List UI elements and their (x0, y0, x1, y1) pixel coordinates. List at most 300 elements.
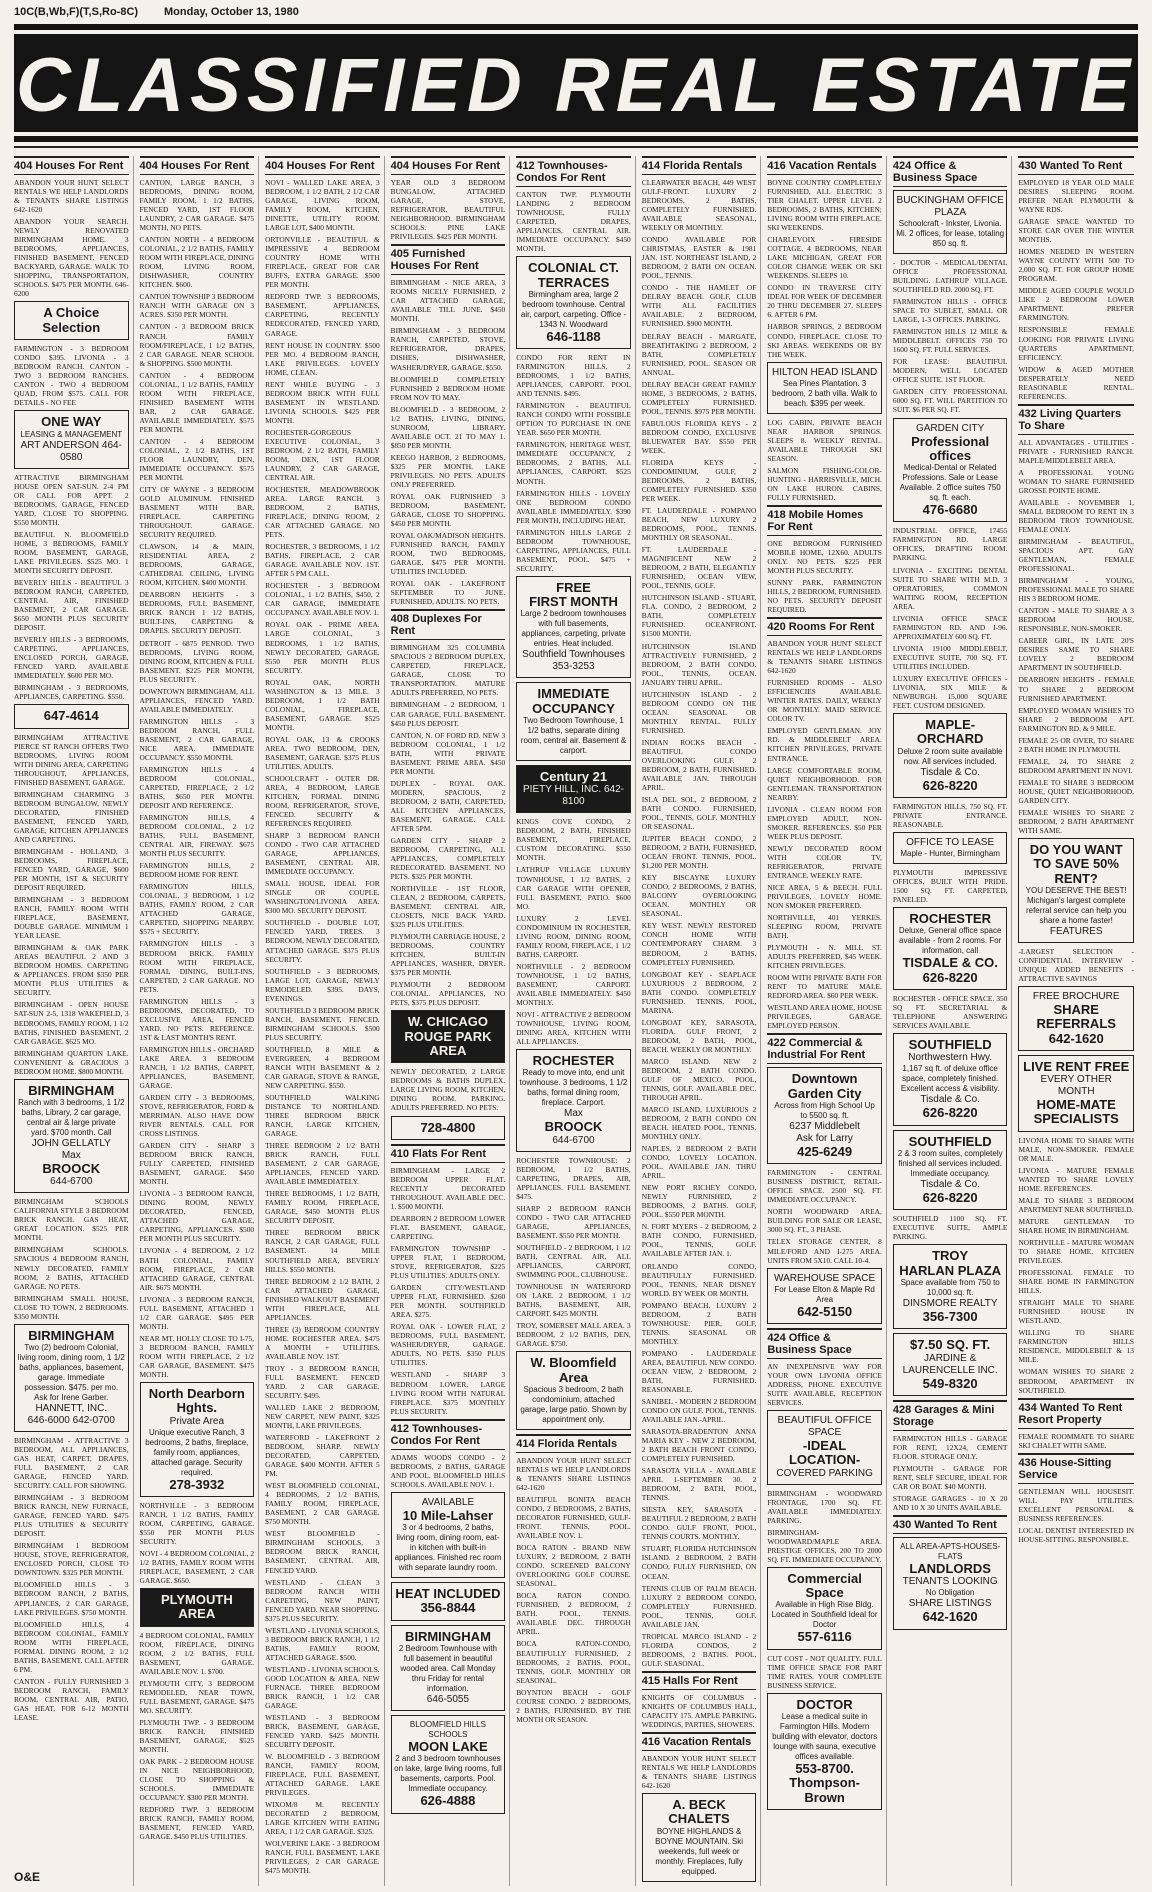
display-ad (516, 1351, 631, 1430)
display-ad (1018, 986, 1134, 1051)
classified-ad: WESTLAND - CLEAN 3 BEDROOM RANCH WITH CARPETING, NEW PAINT, FENCED YARD. NEAR SHOPPING. $375 PLUS SECURITY. (265, 1577, 380, 1623)
classified-ad: BIRMINGHAM - WOODWARD FRONTAGE, 1700 SQ. FT. AVAILABLE IMMEDIATELY. PARKING. (767, 1488, 882, 1525)
classified-ad: ROYAL OAK - LAKEFRONT SEPTEMBER TO JUNE. FURNISHED, ADULTS. NO PETS. (390, 579, 506, 607)
display-ad (14, 410, 129, 468)
classified-ad: BEAUTIFUL BONITA BEACH CONDO, 2 BEDROOMS, 2 BATHS, DECORATOR FURNISHED, GULF-FRONT. TENNIS, POOL. AVAILABLE NOV. 1. (516, 1495, 631, 1541)
classified-ad: NORTHVILLE - MATURE WOMAN TO SHARE HOME. KITCHEN PRIVILEGES. (1018, 1238, 1134, 1266)
section-heading: 412 Townhouses-Condos For Rent (516, 156, 631, 187)
classified-ad: HOMES NEEDED IN WESTERN WAYNE COUNTY WITH 500 TO 2,000 SQ. FT. FOR GROUP HOME PROGRAM. (1018, 247, 1134, 284)
classified-ad: FARMINGTON TOWNSHIP - UPPER FLAT, 1 BEDROOM, STOVE, REFRIGERATOR, $225 PLUS UTILITIES. ADULTS ONLY. (390, 1244, 506, 1281)
display-ad-line: YOU DESERVE THE BEST! Michigan's largest complete referral service can help you share a home faster! (1025, 885, 1127, 925)
classified-ad: SOUTHFIELD - 3 BEDROOMS, LARGE LOT, GARAGE, NEWLY REMODELED. $395. DAYS, EVENINGS. (265, 966, 380, 1003)
classified-ad: DEARBORN HEIGHTS - FEMALE TO SHARE 2 BEDROOM FURNISHED APARTMENT. (1018, 675, 1134, 703)
column (767, 156, 887, 1886)
display-ad-line: For Lease Elton & Maple Rd Area (774, 1284, 875, 1304)
classified-ad: WALLED LAKE 2 BEDROOM, NEW CARPET, NEW PAINT, $325 MONTH, LAKE PRIVILEGES. (265, 1402, 380, 1431)
classified-ad: MATURE GENTLEMAN TO SHARE HOME IN BIRMINGHAM. (1018, 1217, 1134, 1236)
classified-ad: FURNISHED ROOMS - ALSO EFFICIENCIES AVAILABLE. WINTER RATES. DAILY, WEEKLY OR MONTHLY. MAID SERVICE. COLOR TV. (767, 678, 882, 724)
display-ad-line: PIETY HILL, INC. 642-8100 (523, 784, 624, 808)
classified-ad: GARDEN CITY PROFESSIONAL 6000 SQ. FT. WILL PARTITION TO SUIT. $6 PER SQ. FT. (892, 387, 1008, 415)
display-ad (14, 1079, 129, 1194)
classified-ad: BOYNTON BEACH - GOLF COURSE CONDO. 2 BEDROOMS, 2 BATHS, FURNISHED. BY THE MONTH OR SEASON. (516, 1687, 631, 1724)
display-ad-line: HILTON HEAD ISLAND (771, 366, 878, 378)
display-ad (893, 1537, 1008, 1630)
classified-ad: GARDEN CITY - 3 BEDROOMS, STOVE, REFRIGERATOR, FORD & MERRIMAN. ALSO HAVE DOW RIVER RENTALS. CALL FOR CROSS LISTINGS. (139, 1092, 255, 1139)
classified-ad: BEAUTIFUL N. BLOOMFIELD HOME, 3 BEDROOMS, FAMILY ROOM, BASEMENT, GARAGE, LAKE PRIVILEGES. $525 MO. 1 MONTH SECURITY DEPOSIT. (14, 529, 129, 575)
page-folio: 10C(B,Wb,F)(T,S,Ro-8C) (14, 6, 139, 18)
banner-stripe (14, 132, 1138, 136)
classified-ad: WEST BLOOMFIELD COLONIAL, 4 BEDROOMS, 2 1/2 BATHS, FAMILY ROOM, FIREPLACE, BASEMENT, 2 CAR GARAGE. $750 MONTH. (265, 1481, 380, 1527)
column (391, 156, 511, 1886)
display-ad-line: Tisdale & Co. (920, 766, 980, 778)
classified-ad: BEVERLY HILLS - BEAUTIFUL 3 BEDROOM RANCH, CARPETED, CENTRAL AIR, FINISHED BASEMENT, 2 CAR GARAGE. $650 MONTH PLUS SECURITY DEPOSIT. (14, 577, 129, 633)
display-ad-line: 642-5150 (797, 1303, 853, 1319)
classified-ad: SOUTHFIELD - DOUBLE LOT, FENCED YARD, TREES. 3 BEDROOM, NEWLY DECORATED, ATTACHED GARAGE. $375 PLUS SECURITY. (265, 918, 380, 964)
classified-ad: CONDO FOR RENT IN FARMINGTON HILLS, 2 BEDROOMS, 1 1/2 BATHS, APPLIANCES, CARPORT. POOL AND TENNIS. $495. (516, 353, 631, 399)
classified-ad: THREE BEDROOMS, 1 1/2 BATH, FAMILY ROOM, FIREPLACE, GARAGE, $450 MONTH PLUS SECURITY DEPOSIT. (265, 1189, 380, 1226)
classified-ad: CANTON TWP. PLYMOUTH LANDING 2 BEDROOM TOWNHOUSE, FULLY CARPETED, DRAPES, APPLIANCES, CENTRAL AIR. IMMEDIATE OCCUPANCY. $450 MONTH. (516, 190, 631, 254)
running-header (14, 6, 1138, 22)
display-ad-line: JARDINE & LAURENCELLE INC. (902, 1352, 998, 1376)
display-ad-line: BEAUTIFUL OFFICE SPACE (777, 1415, 872, 1439)
classified-ad: LONGBOAT KEY, SARASOTA, FLORIDA. GULF FRONT, 2 BEDROOM, 2 BATH, POOL, BEACH. WEEKLY OR MONTHLY. (641, 1017, 757, 1054)
display-ad-line: 6237 Middlebelt (789, 1120, 860, 1132)
classified-ad: BOCA RATON - BRAND NEW LUXURY, 2 BEDROOM, 2 BATH CONDO. SCREENED BALCONY OVERLOOKING GOLF COURSE. SEASONAL. (516, 1543, 631, 1589)
classified-ad: STUART; FLORIDA HUTCHINSON ISLAND. 2 BEDROOM, 2 BATH CONDO, FULLY FURNISHED, ON OCEAN. (641, 1544, 757, 1581)
display-ad (893, 190, 1008, 254)
display-ad-line: BIRMINGHAM (404, 1628, 491, 1644)
display-ad-line: 626-8220 (922, 969, 978, 985)
display-ad-line: Two Bedroom Townhouse, 1 1/2 baths, separate dining room, central air. Basement & carport. (520, 716, 627, 756)
classified-ad: JUPITER BEACH CONDO, 2 BEDROOM, 2 BATH, FURNISHED, OCEAN FRONT. TENNIS, POOL. $1,200 PER MONTH. (641, 834, 757, 871)
classified-ad: KEEGO HARBOR, 2 BEDROOMS, $325 PER MONTH. LAKE PRIVILEGES. NO PETS. ADULTS ONLY PREFERRED. (390, 452, 506, 489)
classified-ad: FARMINGTON HILLS - 4 BEDROOM COLONIAL, CARPETED, FIREPLACE, 2 1/2 BATHS, $650 PER MONTH. DEPOSIT AND REFERENCE. (139, 764, 255, 811)
display-ad-line: BROOCK (544, 1119, 603, 1135)
classified-ad: KINGS COVE CONDO, 2 BEDROOM, 2 BATH, FINISHED BASEMENT, FIREPLACE, CUSTOM DECORATING. $550 MONTH. (516, 817, 631, 863)
classified-ad: WIXOM/8 M. RECENTLY DECORATED 2 BEDROOM, LARGE KITCHEN WITH EATING AREA, 1 1/2 CAR GARAGE. $325. (265, 1800, 380, 1837)
display-ad-line: OFFICE TO LEASE (906, 836, 995, 848)
classified-ad: MIDDLE AGED COUPLE WOULD LIKE 2 BEDROOM LOWER APARTMENT. PREFER FARMINGTON. (1018, 286, 1134, 323)
classified-ad: STRAIGHT MALE TO SHARE FURNISHED HOUSE IN WESTLAND. (1018, 1298, 1134, 1326)
classified-ad: SIESTA KEY, SARASOTA - BEAUTIFUL 2 BEDROOM, 2 BATH CONDO. GULF FRONT, POOL, TENNIS COURTS. MONTHLY. (641, 1505, 757, 1542)
classified-ad: BIRMINGHAM SMALL HOUSE, CLOSE TO TOWN, 2 BEDROOMS. $350 MONTH. (14, 1293, 129, 1321)
classified-ad: FARMINGTON - 3 BEDROOM CONDO $395. LIVONIA - 3 BEDROOM RANCH. CANTON - TWO 3 BEDROOM RANCHES. CANTON - TWO 4 BEDROOM QUAD, FROM $575. CALL FOR DETAILS - NO FEE (14, 344, 129, 408)
display-ad-line: 476-6680 (922, 502, 978, 518)
classified-ad: BIRMINGHAM SCHOOLS. SPACIOUS 4 BEDROOM RANCH, NEWLY DECORATED, FAMILY ROOM, 2 BATHS, ATTACHED GARAGE. NO PETS. (14, 1245, 129, 1291)
classified-ad: FEMALE 25 OR OVER, TO SHARE 2 BATH HOME IN PLYMOUTH. (1018, 735, 1134, 754)
display-ad (14, 301, 129, 340)
display-ad-line: AVAILABLE (421, 1496, 475, 1508)
classified-ad: ROOM WITH PRIVATE BATH FOR RENT TO MATURE MALE. REDFORD AREA. $60 PER WEEK. (767, 973, 882, 1001)
display-ad-line: 644-6700 (50, 1176, 93, 1188)
classified-ad: INDUSTRIAL OFFICE, 17455 FARMINGTON RD. LARGE OFFICES, DRAFTING ROOM. PARKING. (892, 526, 1008, 563)
classified-ad: POMPANO - LAUDERDALE AREA, BEAUTIFUL NEW CONDO. OCEAN VIEW, 2 BEDROOM, 2 BATH, FURNISHED. REASONABLE. (641, 1348, 757, 1394)
display-ad-line: 646-5055 (426, 1693, 470, 1705)
display-ad-line: Max (61, 1149, 81, 1161)
display-ad-line: MAPLE-ORCHARD (916, 716, 984, 747)
display-ad-line: Schoolcraft - Inkster, Livonia. Mi. 2 offices, for lease, totaling 850 sq. ft. (896, 219, 1005, 248)
classified-ad: FARMINGTON - CENTRAL BUSINESS DISTRICT, RETAIL-OFFICE SPACE. 2500 SQ. FT. IMMEDIATE OCCUPANCY. (767, 1168, 882, 1205)
classified-ad: SHARP 3 BEDROOM RANCH CONDO - TWO CAR ATTACHED GARAGE, APPLIANCES, BASEMENT, CENTRAL AIR. IMMEDIATE OCCUPANCY. (265, 831, 380, 877)
classified-ad: BLOOMFIELD HILLS - 3 BEDROOM RANCH, 2 BATHS, APPLIANCES, 2 CAR GARAGE, LAKE PRIVILEGES. $750 MONTH. (14, 1580, 129, 1617)
classified-ad: FARMINGTON, HERITAGE WEST, IMMEDIATE OCCUPANCY, 2 BEDROOMS, 2 BATHS, ALL APPLIANCES, CARPORT. $525 MONTH. (516, 440, 631, 486)
display-ad-line: LIVE RENT FREE (1023, 1058, 1130, 1074)
display-ad-line: SOUTHFIELD (908, 1133, 992, 1149)
display-ad-line: W. CHICAGO (407, 1014, 489, 1030)
classified-ad: BIRMINGHAM - LARGE 2 BEDROOM UPPER FLAT. RECENTLY DECORATED THROUGHOUT. AVAILABLE DEC. 1. $500 MONTH. (390, 1165, 506, 1211)
classified-ad: ABANDON YOUR HUNT SELECT RENTALS WE HELP LANDLORDS & TENANTS SHARE LISTINGS 642-1620 (767, 639, 882, 676)
classified-ad: CANTON NORTH - 4 BEDROOM COLONIAL, 2 1/2 BATHS, FAMILY ROOM WITH FIREPLACE, DINING ROOM, LIVING ROOM, DISHWASHER, COUNTRY KITCHEN. $600. (139, 235, 255, 290)
classified-ad: PLYMOUTH CITY, 3 BEDROOM REMODELED, NEAR TOWN, FULL BASEMENT, GARAGE. $475 MO. SECURITY. (139, 1678, 255, 1715)
classified-ad: ATTRACTIVE BIRMINGHAM HOUSE OPEN SAT-SUN. 2-4 PM OR CALL FOR APPT. 2 BEDROOMS, GARAGE, FENCED YARD, CLOSE TO SHOPPING. $550 MONTH. (14, 472, 129, 527)
display-ad-line: 2 Bedroom Townhouse with full basement in beautiful wooded area. Call Monday thru Friday for rental information. (398, 1643, 497, 1693)
classified-ad: ROYAL OAK FURNISHED 3 BEDROOM, BASEMENT, GARAGE, CLOSE TO SHOPPING. $450 PER MONTH. (390, 491, 506, 528)
classified-ad: FLORIDA KEYS - CONDOMINIUM, GULF, 2 BEDROOMS, 2 BATHS, COMPLETELY FURNISHED. $350 PER WEEK. (641, 457, 757, 504)
display-ad-line: $7.50 SQ. FT. (910, 1337, 991, 1353)
display-ad-line: 642-1620 (1048, 1030, 1104, 1046)
classified-ad: NORTHVILLE - 3 BEDROOM RANCH, 1 1/2 BATHS, FAMILY ROOM, CARPETING, GARAGE. $550 PER MONTH PLUS SECURITY. (139, 1500, 255, 1546)
classified-ad: DEARBORN HEIGHTS - 3 BEDROOMS, FULL BASEMENT, BRICK RANCH 1 1/2 BATHS, BUILT-INS, CARPETING & DRAPES. SECURITY DEPOSIT. (139, 590, 255, 636)
display-ad-line: BIRMINGHAM (28, 1082, 115, 1098)
display-ad-line: 626-8220 (922, 777, 978, 793)
display-ad-line: FREE (556, 579, 591, 595)
classified-ad: SARASOTA-BRADENTON ANNA MARIA KEY - NEW 2 BEDROOM, 2 BATH BEACH FRONT CONDO, COMPLETELY FURNISHED. (641, 1427, 757, 1464)
classified-ad: FARMINGTON HILLS - 3 BEDROOMS, DECORATED, TO EXCLUSIVE AREA, FENCED YARD. NO PETS. REFERENCE. 1ST & LAST MONTH'S RENT. (139, 996, 255, 1042)
classified-ad: NEWLY DECORATED, 2 LARGE BEDROOMS & BATHS DUPLEX. LARGE LIVING ROOM, KITCHEN, DINING ROOM. PARKING. ADULTS PREFERRED. NO PETS. (390, 1067, 506, 1113)
display-ad-line: 1,167 sq ft. of deluxe office space, completely finished. Excellent access & visibility. (900, 1064, 1000, 1094)
classified-ad: STORAGE GARAGES - 10 X 20 AND 10 X 30 UNITS AVAILABLE. (892, 1494, 1008, 1513)
classified-ad: NORTH WOODWARD AREA, BUILDING FOR SALE OR LEASE, 3000 SQ. FT., 3 PHASE. (767, 1207, 882, 1235)
display-ad (14, 704, 129, 728)
classified-ad: HARBOR SPRINGS, 2 BEDROOM CONDO, FIREPLACE. CLOSE TO SKI AREAS. WEEKENDS OR BY THE WEEK. (767, 322, 882, 359)
section-heading: 432 Living Quarters To Share (1018, 404, 1134, 435)
display-ad-line: Two (2) bedroom Colonial, living room, dining room, 1 1/2 baths, appliances, basement, garage. Immediate possession. $475. per mo. Ask for Irene Garber. (17, 1342, 125, 1402)
classified-ad: LIVONIA - 4 BEDROOM, 2 1/2 BATH COLONIAL, FAMILY ROOM, FIREPLACE, 2 CAR ATTACHED GARAGE, CENTRAL AIR. $675 MONTH. (139, 1246, 255, 1292)
display-ad-line: 2 & 3 room suites, completely finished all services included. Immediate occupancy. (897, 1149, 1003, 1178)
classified-ad: CITY OF WAYNE - 3 BEDROOM GOLD ALUMINUM. FINISHED BASEMENT WITH BAR, FIREPLACE. CARPETING THROUGHOUT. GARAGE. SECURITY REQUIRED. (139, 485, 255, 540)
classified-ad: SOUTHFIELD 3 BEDROOM BRICK RANCH, BASEMENT, FENCED. BIRMINGHAM SCHOOLS. $500 PLUS SECURITY. (265, 1005, 380, 1042)
classified-ad: NORTHVILLE, 401 YERKES. SLEEPING ROOM, PRIVATE BATH. (767, 913, 882, 941)
classified-ad: PLYMOUTH CARRIAGE HOUSE, 2 BEDROOMS, COUNTRY KITCHEN, BUILT-IN APPLIANCES, WASHER, DRYER. $375 PER MONTH. (390, 932, 506, 978)
section-heading: 415 Halls For Rent (642, 1671, 757, 1690)
display-ad-line: 353-3253 (552, 661, 595, 673)
classified-ad: NORTHVILLE - 2 BEDROOM TOWNHOUSE, 1 1/2 BATHS, BASEMENT, CARPORT. AVAILABLE IMMEDIATELY. $450 MONTHLY. (516, 961, 631, 1007)
classified-ad: CLAWSON, 14 & MAIN, RESIDENTIAL AREA, 2 BEDROOMS, GARAGE, CATHEDRAL CEILING, LIVING ROOM, KITCHEN. $400 MONTH. (139, 542, 255, 588)
classified-ad: WESTLAND - 3 BEDROOM BRICK, BASEMENT, GARAGE, FENCED YARD. $425 MONTH. SECURITY DEPOSIT. (265, 1712, 380, 1750)
display-ad-line: PLYMOUTH AREA (160, 1592, 233, 1622)
display-ad-line: BLOOMFIELD HILLS SCHOOLS (409, 1719, 486, 1739)
display-ad (391, 1010, 506, 1063)
display-ad-line: A. BECK CHALETS (668, 1797, 730, 1827)
display-ad-line: 642-1620 (922, 1609, 978, 1625)
classified-ad: ALL ADVANTAGES - UTILITIES - PRIVATE - FURNISHED RANCH. MAPLE/MIDDLEBELT AREA. (1018, 437, 1134, 465)
display-ad (767, 1067, 882, 1164)
display-ad-line: SHARE LISTINGS (908, 1598, 992, 1610)
display-ad-line: Downtown Garden City (787, 1071, 862, 1101)
classified-ad: BOYNE COUNTRY COMPLETELY FURNISHED, ALL ELECTRIC 3 TIER CHALET. UPPER LEVEL 2 BEDROOMS, 2 BATHS, KITCHEN; LIVING ROOM WITH FIREPLACE. SKI WEEKENDS. (767, 178, 882, 233)
display-ad-line: 3 or 4 bedrooms, 2 baths, living room, dining room, eat-in kitchen with built-in appliances. Finished rec room with separate laundry room. (394, 1523, 502, 1573)
classified-ad: SHARP 2 BEDROOM RANCH CONDO - TWO CAR ATTACHED GARAGE, APPLIANCES, BASEMENT. $550 PER MONTH. (516, 1203, 631, 1240)
display-ad-line: HEAT INCLUDED (395, 1586, 501, 1602)
display-ad-line: SHARE REFERRALS (1036, 1001, 1116, 1032)
section-heading: 408 Duplexes For Rent (391, 609, 506, 640)
classified-ad: BIRMINGHAM - YOUNG, PROFESSIONAL MALE TO SHARE HIS 3 BEDROOM HOME. (1018, 576, 1134, 604)
display-ad-line: Commercial Space (787, 1570, 862, 1601)
classified-ad: BEVERLY HILLS - 3 BEDROOMS, CARPETING, APPLIANCES, ENCLOSED PORCH, GARAGE, FENCED YARD. AVAILABLE IMMEDIATELY. $600 PER MO. (14, 635, 129, 681)
section-heading: 430 Wanted To Rent (893, 1515, 1008, 1534)
display-ad-line: 626-8220 (922, 1105, 978, 1121)
display-ad-line: A Choice Selection (42, 305, 101, 335)
classified-ad: NOVI - 4 BEDROOM COLONIAL, 2 1/2 BATHS, FAMILY ROOM WITH FIREPLACE, BASEMENT, 2 CAR GARAGE. $650. (139, 1548, 255, 1586)
classified-ad: PLYMOUTH IMPRESSIVE OFFICES, BUILT WITH PRIDE. 1500 SQ. FT. CARPETED, PANELED. (892, 867, 1008, 905)
display-ad-line: North Dearborn Hghts. (148, 1385, 245, 1416)
classified-ad: BIRMINGHAM 1 BEDROOM HOUSE, STOVE, REFRIGERATOR, ENCLOSED PORCH, CLOSE TO DOWNTOWN. $325 PER MONTH. (14, 1541, 129, 1578)
classified-ad: GARAGE SPACE WANTED TO STORE CAR OVER THE WINTER MONTHS. (1018, 217, 1134, 245)
classified-ad: FARMINGTON HILLS 12 MILE & MIDDLEBELT. OFFICES 750 TO 1600 SQ. FT. FULL SERVICES. (892, 327, 1008, 355)
classified-ad: WOLVERINE LAKE - 3 BEDROOM RANCH, FULL BASEMENT, LAKE PRIVILEGES, 2 CAR GARAGE. $475 MONTH. (265, 1839, 380, 1876)
display-ad (767, 1410, 882, 1485)
classified-ad: PLYMOUTH - GARAGE FOR RENT, SELF SECURE, IDEAL FOR CAR OR BOAT. $40 MONTH. (892, 1463, 1008, 1492)
banner-title: CLASSIFIED REAL ESTATE (15, 43, 1137, 128)
section-heading: 436 House-Sitting Service (1018, 1453, 1134, 1484)
classified-ad: LIVONIA - CLEAN ROOM FOR EMPLOYED ADULT, NON-SMOKER. REFERENCES. $50 PER WEEK PLUS DEPOSIT. (767, 804, 882, 841)
section-heading: 414 Florida Rentals (642, 156, 757, 175)
classified-ad: SOUTHFIELD 1100 SQ. FT. EXECUTIVE SUITE, AMPLE PARKING. (892, 1214, 1008, 1242)
classified-ad: WOMAN WISHES TO SHARE 2 BEDROOM, APARTMENT IN SOUTHFIELD. (1018, 1367, 1134, 1395)
classified-ad: RESPONSIBLE FEMALE LOOKING FOR PRIVATE LIVING QUARTERS APARTMENT, EFFICIENCY. (1018, 325, 1134, 362)
section-banner (14, 24, 1138, 142)
section-heading: 404 Houses For Rent (140, 156, 255, 175)
section-heading: 424 Office & Business Space (893, 156, 1008, 187)
classified-ad: FARMINGTON HILLS - 3 BEDROOM RANCH, FULL BASEMENT, 2 CAR GARAGE, NICE AREA. IMMEDIATE OCCUPANCY. $550 MONTH. (139, 716, 255, 762)
section-heading: 416 Vacation Rentals (642, 1732, 757, 1751)
classified-ad: DELRAY BEACH GREAT FAMILY HOME, 3 BEDROOMS, 2 BATHS, COMPLETELY FURNISHED. POOL, TENNIS. $975 PER MONTH. (641, 379, 757, 416)
display-ad (516, 576, 631, 679)
display-ad-line: Southfield Townhouses (522, 649, 625, 661)
classified-ad: LUXURY EXECUTIVE OFFICES - LIVONIA, SIX MILE & NEWBURGH. 15,000 SQUARE FEET. CUSTOM DESIGNED. (892, 673, 1008, 710)
classified-ad: ROCHESTER - 3 BEDROOM COLONIAL, 1 1/2 BATHS, $450, 2 CAR GARAGE, IMMEDIATE OCCUPANCY. AVAILABLE NOV. 1. (265, 581, 380, 618)
classified-ad: ORLANDO CONDO, BEAUTIFULLY FURNISHED. POOL, TENNIS, NEAR DISNEY WORLD. BY WEEK OR MONTH. (641, 1261, 757, 1298)
classified-ad: LOCAL DENTIST INTERESTED IN HOUSE-SITTING. RESPONSIBLE. (1018, 1525, 1134, 1544)
display-ad-line: Ask for Larry (796, 1132, 853, 1144)
classified-ad: FARMINGTON HILLS - LOVELY ONE BEDROOM CONDO AVAILABLE IMMEDIATELY. $390 PER MONTH, INCLUDING HEAT. (516, 488, 631, 525)
classified-ad: CANTON - 4 BEDROOM COLONIAL, 1 1/2 BATHS, FAMILY ROOM WITH FIREPLACE, FINISHED BASEMENT WITH BAR, 2 CAR GARAGE. AVAILABLE IMMEDIATELY. $575 PER MONTH. (139, 370, 255, 434)
classified-ad: ABANDON YOUR HUNT SELECT RENTALS WE HELP LANDLORDS & TENANTS SHARE LISTINGS 642-1620 (14, 178, 129, 215)
display-ad (767, 1567, 882, 1650)
classified-ad: LIVONIA OFFICE SPACE FARMINGTON RD. AND I-96. APPROXIMATELY 600 SQ. FT. (892, 613, 1008, 641)
display-ad-line: MOON LAKE (408, 1738, 488, 1754)
display-ad (642, 1793, 757, 1882)
classified-ad: - DOCTOR - MEDICAL/DENTAL OFFICE PROFESSIONAL BUILDING. LATHRUP VILLAGE. SOUTHFIELD RD. 2000 SQ. FT. (892, 258, 1008, 295)
classified-ad: KEY WEST. NEWLY RESTORED CONCH HOME WITH CONTEMPORARY CHARM. 3 BEDROOM, 2 BATHS, COMPLETELY FURNISHED. (641, 921, 757, 967)
display-ad (140, 1382, 255, 1497)
classified-ad: NEWLY DECORATED ROOM WITH COLOR TV, REFRIGERATOR, PRIVATE ENTRANCE. WEEKLY RATE. (767, 843, 882, 880)
banner-stripe (14, 30, 1138, 34)
display-ad-line: 278-3932 (169, 1476, 225, 1492)
display-ad-line: ROCHESTER (909, 911, 991, 927)
display-ad-line: BIRMINGHAM (28, 1327, 115, 1343)
classified-ad: ORTONVILLE - BEAUTIFUL & IMPRESSIVE 4 BEDROOM COUNTRY HOME WITH FIREPLACE, GREAT FOR CAR BUFFS, EXTRA GARAGE. $500 PER MONTH. (265, 235, 380, 290)
classified-ad: SOUTHFIELD, 8 MILE & EVERGREEN, 4 BEDROOM RANCH WITH BASEMENT & 2 CAR GARAGE, STOVE & RANGE, NEW CARPETING. $550. (265, 1044, 380, 1090)
classified-ad: FARMINGTON HILLS, COLONIAL, 3 BEDROOM, 1 1/2 BATHS, FAMILY ROOM, 2 CAR ATTACHED GARAGE, CARPETED, SHOPPING NEARBY. $575 + SECURITY. (139, 882, 255, 937)
display-ad-line: Ranch with 3 bedrooms, 1 1/2 baths, Library, 2 car garage, central air & large private yard. $700 month. Call (18, 1097, 125, 1137)
classified-ad: SOUTHFIELD - 2 BEDROOM, 1 1/2 BATH, CENTRAL AIR, ALL APPLIANCES, CARPORT, SWIMMING POOL, CLUBHOUSE. (516, 1242, 631, 1280)
display-ad-line: Professional offices (911, 433, 990, 463)
display-ad-line: Across from High School Up to 5500 sq. ft. (774, 1100, 875, 1120)
display-ad-line: FEATURES (1049, 925, 1103, 937)
classified-ad: A PROFESSIONAL YOUNG WOMAN TO SHARE FURNISHED GROSSE POINTE HOME. (1018, 467, 1134, 495)
classified-ad: BIRMINGHAM - 3 BEDROOM BRICK RANCH, NEW FURNACE, GARAGE, FENCED YARD. $475 PLUS UTILITIES & SECURITY DEPOSIT. (14, 1493, 129, 1539)
classified-ad: CHARLEVOIX - FIRESIDE COTTAGE, 4 BEDROOMS, NEAR LAKE MICHIGAN, GREAT FOR COLOR CHANGE WEEK OR SKI WEEKENDS. SLEEPS 10. (767, 235, 882, 281)
display-ad-line: Space available from 750 to 10,000 sq. ft. (900, 1277, 1000, 1297)
classified-ad: OAK PARK - 2 BEDROOM HOUSE IN NICE NEIGHBORHOOD, CLOSE TO SHOPPING & SCHOOLS. IMMEDIATE OCCUPANCY. $300 PER MONTH. (139, 1757, 255, 1803)
display-ad-line: 626-4888 (420, 1793, 476, 1809)
display-ad-line: LANDLORDS (909, 1561, 991, 1577)
classified-ad: FOR LEASE: BEAUTIFUL MODERN, WELL LOCATED OFFICE SUITE. 1ST FLOOR. (892, 357, 1008, 385)
classified-columns (14, 156, 1138, 1876)
classified-ad: CANTON - MALE TO SHARE A 3 BEDROOM HOUSE, RESPONSIBLE, NON-SMOKER. (1018, 606, 1134, 634)
classified-ad: KEY BISCAYNE LUXURY CONDO, 2 BEDROOMS, 2 BATHS, BALCONY OVERLOOKING OCEAN. MONTHLY OR SEASONAL. (641, 873, 757, 919)
classified-ad: BIRMINGHAM - NICE AREA, 3 ROOMS NICELY FURNISHED, 2 CAR ATTACHED GARAGE, AVAILABLE TILL JUNE. $450 MONTH. (390, 278, 506, 324)
display-ad-line: Deluxe, General office space available - from 2 rooms. For information, call (898, 926, 1002, 956)
classified-ad: MARCO ISLAND, LUXURIOUS 2 BEDROOM, 2 BATH CONDO ON BEACH. HEATED POOL, TENNIS. MONTHLY ONLY. (641, 1105, 757, 1142)
classified-ad: EMPLOYED GENTLEMAN. JOY RD. & MIDDLEBELT AREA. KITCHEN PRIVILEGES, PRIVATE ENTRANCE. (767, 726, 882, 763)
classified-ad: TROPICAL MARCO ISLAND - 2 FLORIDA CONDOS, 2 BEDROOMS, 2 BATHS. POOL, GULF. SEASONAL. (641, 1631, 757, 1668)
column (140, 156, 260, 1886)
classified-ad: HUTCHINSON ISLAND - 2 BEDROOM CONDO ON THE OCEAN. SEASONAL OR MONTHLY RENTAL. FULLY FURNISHED. (641, 689, 757, 735)
classified-ad: ROCHESTER-GORGEOUS EXECUTIVE COLONIAL, 3 BEDROOM, 2 1/2 BATH, FAMILY ROOM, DEN, 1ST FLOOR LAUNDRY, 2 CAR GARAGE, CENTRAL AIR. (265, 427, 380, 482)
classified-ad: BLOOMFIELD HILLS, 4 BEDROOM COLONIAL, FAMILY ROOM WITH FIREPLACE, FORMAL DINING ROOM, 2 1/2 BATHS, BASEMENT. CALL AFTER 6 PM. (14, 1619, 129, 1674)
classified-ad: HUTCHINSON ISLAND ATTRACTIVELY FURNISHED, 2 BEDROOM, 2 BATH CONDO. POOL, TENNIS, OCEAN. JANUARY THRU APRIL. (641, 641, 757, 687)
display-ad-line: -IDEAL LOCATION- (788, 1438, 861, 1468)
classified-ad: WESTLAND - LIVONIA SCHOOLS, 3 BEDROOM BRICK RANCH, 1 1/2 BATHS, FAMILY ROOM, ATTACHED GARAGE. $500. (265, 1625, 380, 1662)
display-ad-line: 425-6249 (797, 1143, 853, 1159)
classified-ad: THREE (3) BEDROOM COUNTRY HOME. ROCHESTER AREA. $475 A MONTH + UTILITIES. AVAILABLE NOV. 1ST. (265, 1324, 380, 1361)
classified-ad: ROCHESTER TOWNHOUSE: 2 BEDROOM, 1 1/2 BATHS, CARPETING, DRAPES, AIR, APPLIANCES. FULL BASEMENT. $475. (516, 1155, 631, 1201)
display-ad-line: HANNETT, INC. (35, 1402, 108, 1414)
classified-ad: LIVONIA - 3 BEDROOM RANCH, DINING ROOM, NEWLY DECORATED, FENCED, ATTACHED GARAGE, CARPETING, APPLIANCES. $500 PER MONTH PLUS SECURITY. (139, 1189, 255, 1244)
display-ad-line: Tisdale & Co. (920, 1094, 980, 1106)
classified-ad: GARDEN CITY/WESTLAND UPPER FLAT, FURNISHED. $260 PER MONTH. SOUTHFIELD AREA. $275. (390, 1283, 506, 1320)
display-ad-line: TISDALE & CO. (902, 955, 998, 971)
classified-ad: KNIGHTS OF COLUMBUS - KNIGHTS OF COLUMBUS HALL, CAPACITY 175. AMPLE PARKING. WEDDINGS, PARTIES, SHOWERS. (641, 1692, 757, 1729)
classified-ad: CANTON - FULLY FURNISHED 3 BEDROOM RANCH, FAMILY ROOM, CENTRAL AIR, PATIO, GAS HEAT, FOR 6-12 MONTH LEASE. (14, 1676, 129, 1722)
classified-ad: THREE BEDROOM BRICK RANCH, 2 CAR GARAGE, FULL BASEMENT. 14 MILE SOUTHFIELD AREA, BEVERLY HILLS. $550 MONTH. (265, 1228, 380, 1274)
classified-ad: BIRMINGHAM CHARMING 3 BEDROOM BUNGALOW, NEWLY DECORATED, FINISHED BASEMENT, FENCED YARD, GARAGE, KITCHEN APPLIANCES AND CARPETING. (14, 789, 129, 844)
classified-ad: THREE BEDROOM 2 1/2 BATH BRICK RANCH, FULL BASEMENT, 2 CAR GARAGE, APPLIANCES, FENCED YARD. AVAILABLE IMMEDIATELY. (265, 1141, 380, 1187)
classified-ad: SANIBEL - MODERN 2 BEDROOM CONDO ON GULF. POOL, TENNIS. AVAILABLE JAN.-APRIL. (641, 1396, 757, 1424)
classified-ad: NORTHVILLE - 1ST FLOOR, CLEAN, 2 BEDROOM, CARPETS, BASEMENT. CENTRAL AIR, CLOSETS, NICE BACK YARD. $325 PLUS UTILITIES. (390, 884, 506, 930)
classified-ad: CANTON, LARGE RANCH, 3 BEDROOMS, DINING ROOM, FAMILY ROOM, 1 1/2 BATHS, FENCED YARD, 1ST FLOOR LAUNDRY, 2 CAR GARAGE. $475 MONTH, NO PETS. (139, 178, 255, 233)
column (1018, 156, 1138, 1886)
classified-ad: ROCHESTER, MEADOWBROOK AREA. LARGE RANCH. 3 BEDROOM, 2 BATHS, FIREPLACE, DINING ROOM, 2 CAR ATTACHED GARAGE. NO PETS. (265, 485, 380, 540)
classified-ad: CONDO IN TRAVERSE CITY IDEAL FOR WEEK OF DECEMBER 20 THRU DECEMBER 27. SLEEPS 6. AFTER 6 PM. (767, 283, 882, 320)
display-ad-line: Deluxe 2 room suite available now. All services included. (897, 746, 1003, 766)
classified-ad: LATHRUP VILLAGE LUXURY TOWNHOUSE, 1 1/2 BATHS, 2 CAR GARAGE WITH OPENER, FULL BASEMENT, PATIO. $600 MO. (516, 865, 631, 911)
classified-ad: PLYMOUTH 2 BEDROOM COLONIAL. APPLIANCES, NO PETS, $375 PLUS DEPOSIT. (390, 980, 506, 1008)
classified-ad: LIVONIA - EXCITING DENTAL SUITE TO SHARE WITH M.D. 3 OPERATORIES, COMMON WAITING ROOM, RECEPTION AREA. (892, 565, 1008, 611)
classified-ad: LUXURY 2 LEVEL CONDOMINIUM IN ROCHESTER, LIVING ROOM, DINING ROOM, FAMILY ROOM, FIREPLACE, 1 1/2 BATHS, CARPORT. (516, 913, 631, 959)
classified-ad: LIVONIA HOME TO SHARE WITH MALE, NON-SMOKER. FEMALE OR MALE. (1018, 1135, 1134, 1163)
classified-ad: BIRMINGHAM - 2 BEDROOM, 1 CAR GARAGE, FULL BASEMENT. $450 PLUS DEPOSIT. (390, 700, 506, 728)
classified-ad: ROYAL OAK/MADISON HEIGHTS. FURNISHED RANCH, FAMILY ROOM, TWO BEDROOMS, GARAGE. $475 PER MONTH. UTILITIES INCLUDED. (390, 531, 506, 577)
section-heading: 418 Mobile Homes For Rent (767, 505, 882, 536)
display-ad-line: FREE BROCHURE (1032, 990, 1120, 1002)
classified-ad: BIRMINGHAM - 3 BEDROOMS, APPLIANCES, CARPETING. $550. (14, 683, 129, 702)
display-ad-line: Ready to move into, end unit townhouse. 3 bedrooms, 1 1/2 baths, formal dining room, fireplace. Carport. (519, 1068, 628, 1108)
classified-ad: BIRMINGHAM SCHOOLS CALIFORNIA STYLE 3 BEDROOM BRICK RANCH. GAS HEAT, GREAT LOCATION. $525 PER MONTH. (14, 1197, 129, 1243)
display-ad-line: 356-7300 (922, 1308, 978, 1324)
classified-ad: AVAILABLE - NOVEMBER 1, SMALL BEDROOM TO RENT IN 3 BEDROOM TROY TOWNHOUSE. FEMALE ONLY. (1018, 497, 1134, 534)
display-ad-line: 728-4800 (420, 1119, 476, 1135)
display-ad-line: IMMEDIATE OCCUPANCY (532, 686, 615, 716)
section-heading: 416 Vacation Rentals (767, 156, 882, 175)
display-ad-line: ONE WAY (41, 414, 102, 430)
classified-ad: BIRMINGHAM ATTRACTIVE PIERCE ST RANCH OFFERS TWO BEDROOMS, LIVING ROOM WITH DINING AREA, CARPETING THROUGHOUT, APPLIANCES, FINISHED BASEMENT, GARAGE. (14, 732, 129, 787)
classified-ad: ROYAL OAK, 13 & CROOKS AREA. TWO BEDROOM, DEN, BASEMENT, GARAGE. $375 PLUS UTILITIES. ADULTS. (265, 734, 380, 771)
display-ad-line: 646-6000 642-0700 (27, 1414, 115, 1426)
display-ad (893, 1244, 1008, 1329)
display-ad-line: Century 21 (539, 769, 608, 785)
classified-ad: 4 BEDROOM COLONIAL, FAMILY ROOM, FIREPLACE, DINING ROOM, 2 1/2 BATHS, FULL BASEMENT, GARAGE. AVAILABLE NOV. 1. $700. (139, 1630, 255, 1676)
display-ad (391, 1116, 506, 1140)
classified-ad: ABANDON YOUR SEARCH. NEWLY RENOVATED BIRMINGHAM HOME. 3 BEDROOMS, APPLIANCES, FINISHED BASEMENT, FENCED BACKYARD, GARAGE. WALK TO SHOPPING, TRANSPORTATION, SCHOOLS. $475 PER MONTH. 646-6200 (14, 217, 129, 299)
classified-ad: BIRMINGHAM - BEAUTIFUL, SPACIOUS APT. GAY GENTLEMAN, FEMALE PROFESSIONAL. (1018, 537, 1134, 574)
display-ad-line: ART ANDERSON 464-0580 (20, 439, 122, 463)
display-ad (767, 362, 882, 414)
classified-ad: LIVONIA - 3 BEDROOM RANCH, FULL BASEMENT, ATTACHED 1 1/2 CAR GARAGE. $495 PER MONTH. (139, 1294, 255, 1331)
display-ad (893, 1130, 1008, 1211)
classified-ad: WATERFORD - LAKEFRONT 2 BEDROOM, SHARP. NEWLY DECORATED, CARPETED, GARAGE. $400 MONTH. AFTER 5 PM. (265, 1433, 380, 1479)
classified-ad: BIRMINGHAM QUARTON LAKE. CONVENIENT & GRACIOUS 3 BEDROOM HOME. $800 MONTH. (14, 1048, 129, 1076)
display-ad (516, 1049, 631, 1152)
classified-ad: BIRMINGHAM - ATTRACTIVE 3 BEDROOM, ALL APPLIANCES, GAS HEAT, CARPET, DRAPES, FULL BASEMENT, 2 CAR GARAGE, FENCED YARD. SECURITY. CALL FOR SHOWING. (14, 1435, 129, 1491)
classified-ad: INDIAN ROCKS BEACH - BEAUTIFUL CONDO OVERLOOKING GULF. 2 BEDROOM, 2 BATH, FURNISHED. AVAILABLE JAN. THROUGH APRIL. (641, 737, 757, 792)
classified-ad: GARDEN CITY - SHARP 3 BEDROOM BRICK RANCH, FULLY CARPETED, FINISHED BASEMENT, GARAGE. $450 MONTH. (139, 1141, 255, 1187)
classified-ad: GENTLEMAN WILL HOUSESIT. WILL PAY UTILITIES. EXCELLENT PERSONAL & BUSINESS REFERENCES. (1018, 1486, 1134, 1523)
display-ad (767, 1693, 882, 1810)
classified-ad: CONDO - THE HAMLET OF DELRAY BEACH. GOLF, CLUB WITH ALL FACILITIES AVAILABLE. 2 BEDROOM, FURNISHED. $900 MONTH. (641, 283, 757, 329)
classified-ad: WESTLAND - LIVONIA SCHOOLS. GOOD LOCATION & AREA. NEW FURNACE. THREE BEDROOM BRICK RANCH, 1 1/2 CAR GARAGE. (265, 1664, 380, 1710)
classified-ad: BLOOMFIELD COMPLETELY FURNISHED 2 BEDROOM HOME FROM NOV TO MAY. (390, 374, 506, 402)
display-ad-line: Maple - Hunter, Birmingham (900, 848, 1000, 858)
classified-ad: PLYMOUTH - N. MILL ST. ADULTS PREFERRED, $45 WEEK. KITCHEN PRIVILEGES. (767, 943, 882, 971)
classified-ad: ROYAL OAK, NORTH WASHINGTON & 13 MILE. 3 BEDROOM, 1 1/2 BATH COLONIAL, FIREPLACE, BASEMENT, GARAGE. $525 MONTH. (265, 677, 380, 732)
display-ad-line: 356-8844 (420, 1600, 476, 1616)
classified-ad: CANTON, N. OF FORD RD. NEW 3 BEDROOM COLONIAL, 1 1/2 BATH, WITH PRIVATE BASEMENT. PRIME AREA. $450 PER MONTH. (390, 730, 506, 776)
classified-ad: MARCO ISLAND. NEW 2 BEDROOM, 2 BATH CONDO. GULF OF MEXICO. POOL, TENNIS, GOLF. AVAILABLE DEC. THROUGH APRIL. (641, 1056, 757, 1102)
classified-ad: SOUTHFIELD WALKING DISTANCE TO NORTHLAND. THREE BEDROOM BRICK RANCH, LARGE KITCHEN, GARAGE. (265, 1092, 380, 1139)
display-ad-line: EVERY OTHER MONTH (1040, 1074, 1112, 1098)
column (642, 156, 762, 1886)
classified-ad: LIVONIA 19100 MIDDLEBELT, EXECUTIVE SUITE, 700 SQ. FT. UTILITIES INCLUDED. (892, 643, 1008, 671)
classified-ad: FARMINGTON HILLS - ORCHARD LAKE AREA. 3 BEDROOM RANCH, 1 1/2 BATHS, CARPET, APPLIANCES, BASEMENT, GARAGE. (139, 1044, 255, 1090)
classified-ad: DUPLEX - ROYAL OAK. MODERN, SPACIOUS, 2 BEDROOM, 2 BATH, CARPETED, ALL KITCHEN APPLIANCES, BASEMENT, GARAGE. CALL AFTER 5PM. (390, 778, 506, 833)
classified-ad: ABANDON YOUR HUNT SELECT RENTALS WE HELP LANDLORDS & TENANTS SHARE LISTINGS 642-1620 (516, 1455, 631, 1492)
classified-ad: BIRMINGHAM & OAK PARK AREAS BEAUTIFUL 2 AND 3 BEDROOM HOMES. CARPETING & APPLIANCES. FROM $350 PER MONTH PLUS UTILITIES & SECURITY. (14, 943, 129, 998)
display-ad-line: HARLAN PLAZA (899, 1262, 1002, 1278)
display-ad (140, 1588, 255, 1627)
display-ad (1018, 838, 1134, 943)
classified-ad: BIRMINGHAM - 3 BEDROOM RANCH, CARPETED, STOVE, REFRIGERATOR, DRAPES, DISHES, DISHWASHER, WASHER/DRYER, GARAGE. $550. (390, 326, 506, 372)
display-ad-line: TROY (932, 1248, 969, 1264)
classified-ad: SALMON FISHING-COLOR-HUNTING - HARRISVILLE, MICH. ON LAKE HURON. CABINS, FULLY FURNISHED. (767, 465, 882, 502)
classified-ad: NAPLES, 2 BEDROOM 2 BATH CONDO, LOVELY LOCATION. POOL. AVAILABLE JAN. THRU APRIL. (641, 1144, 757, 1181)
classified-ad: CAREER GIRL, IN LATE 20'S DESIRES SAME TO SHARE LOVELY 2 BEDROOM APARTMENT IN SOUTHFIELD. (1018, 636, 1134, 673)
section-heading: 430 Wanted To Rent (1018, 156, 1134, 175)
issue-date: Monday, October 13, 1980 (164, 6, 299, 18)
classified-ad: CLEARWATER BEACH, 449 WEST GULF-FRONT. LUXURY 2 BEDROOMS, 2 BATHS, COMPLETELY FURNISHED. AVAILABLE SEASONAL, WEEKLY OR MONTHLY. (641, 178, 757, 233)
